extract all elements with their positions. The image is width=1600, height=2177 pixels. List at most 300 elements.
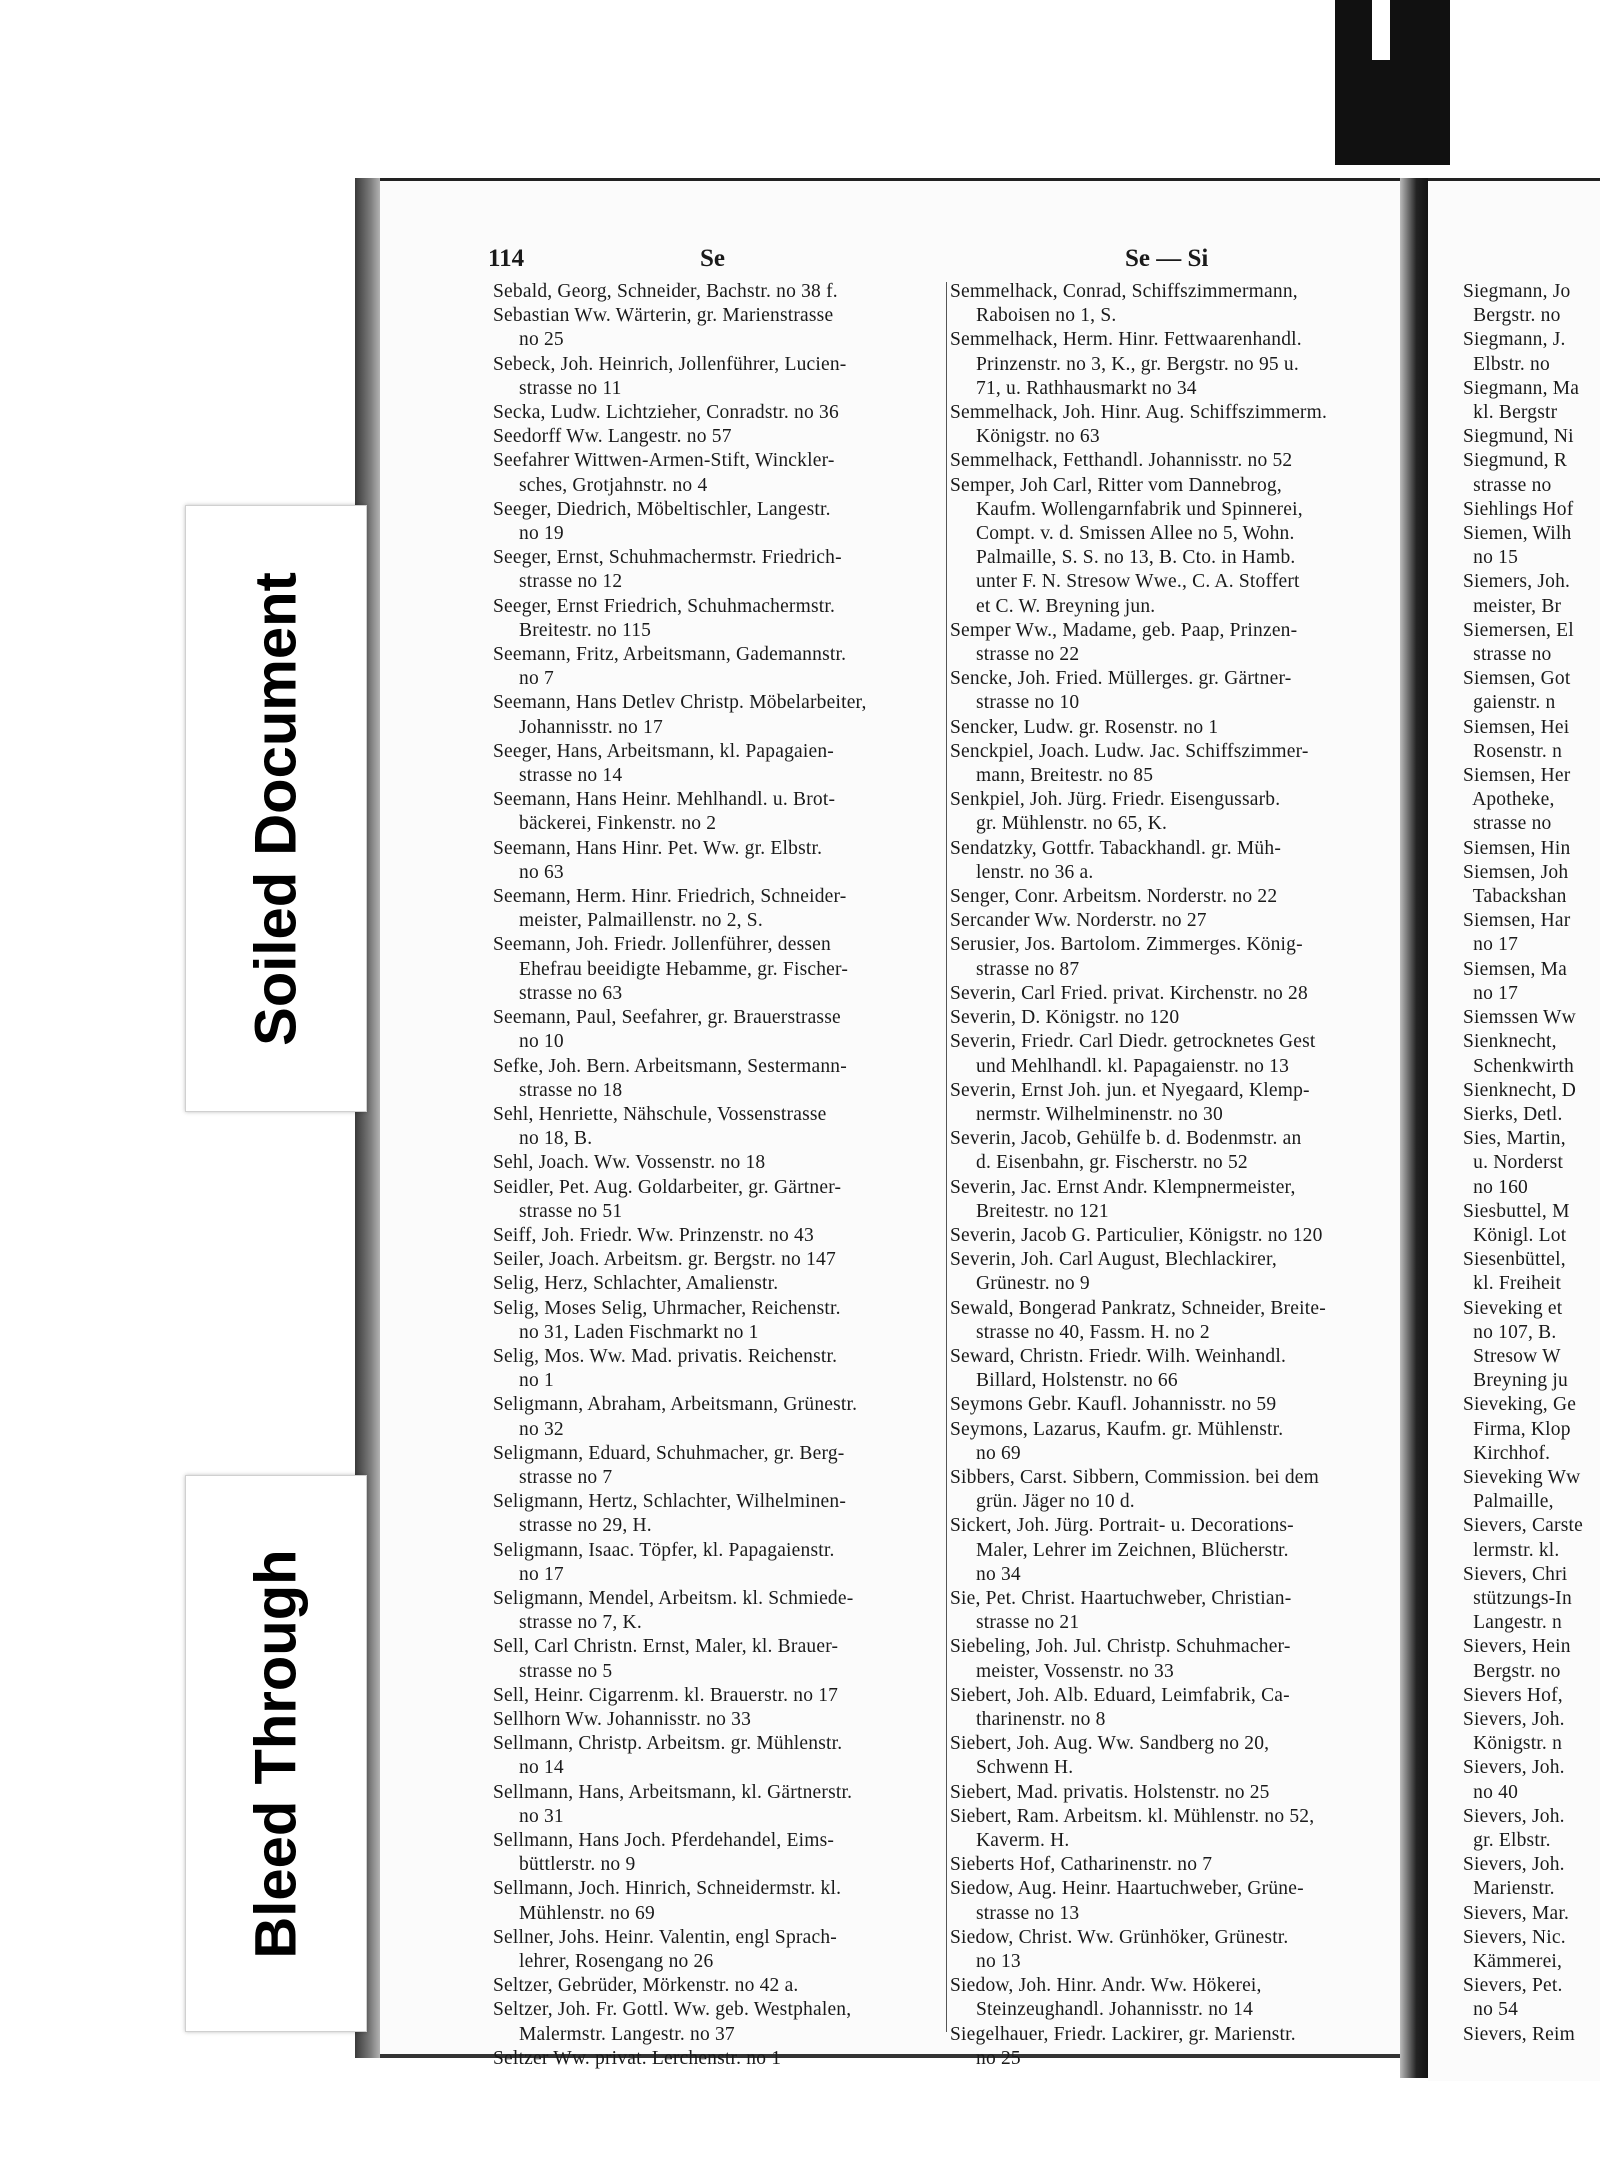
directory-entry xyxy=(493,1224,946,1248)
entry-continuation: Steinzeughandl. Johannisstr. no 14 xyxy=(976,1999,1254,2021)
book-gutter xyxy=(1400,178,1430,2078)
entry-line: Semmelhack, Joh. Hinr. Aug. Schiffszimmerm. xyxy=(950,402,1328,424)
directory-entry xyxy=(493,1297,946,1345)
facing-page-line: no 15 xyxy=(1463,547,1519,569)
entry-line: Seidler, Pet. Aug. Goldarbeiter, gr. Gärtner- xyxy=(493,1176,842,1198)
entry-line: Seiff, Joh. Friedr. Ww. Prinzenstr. no 43 xyxy=(493,1224,814,1246)
entry-continuation: no 7 xyxy=(519,668,554,690)
directory-entry xyxy=(950,1732,1400,1780)
facing-page-line: Rosenstr. n xyxy=(1463,740,1563,762)
directory-entry xyxy=(950,1006,1400,1030)
facing-page-line: Sievers, Joh. xyxy=(1463,1757,1565,1779)
directory-entry xyxy=(493,1055,946,1103)
directory-entry xyxy=(493,595,946,643)
entry-line: Sewald, Bongerad Pankratz, Schneider, Breite- xyxy=(950,1297,1326,1319)
directory-entry xyxy=(950,1079,1400,1127)
facing-page-line: Siemers, Joh. xyxy=(1463,571,1571,593)
directory-entry xyxy=(493,304,946,352)
entry-line: Siebeling, Joh. Jul. Christp. Schuhmacher- xyxy=(950,1636,1291,1658)
facing-page-line: Sievers, Carste xyxy=(1463,1515,1583,1537)
facing-page-line: Sievers Hof, xyxy=(1463,1684,1563,1706)
facing-page-line: strasse no xyxy=(1463,644,1552,666)
entry-line: Sendatzky, Gottfr. Tabackhandl. gr. Müh- xyxy=(950,837,1282,859)
entry-line: Selig, Mos. Ww. Mad. privatis. Reichenstr. xyxy=(493,1345,838,1367)
entry-continuation: Mühlenstr. no 69 xyxy=(519,1902,655,1924)
directory-entry xyxy=(493,1103,946,1151)
entry-continuation: mann, Breitestr. no 85 xyxy=(976,765,1154,787)
directory-entry xyxy=(950,1127,1400,1175)
left-column xyxy=(493,280,946,2071)
entry-continuation: strasse no 11 xyxy=(519,377,622,399)
entry-continuation: strasse no 63 xyxy=(519,982,623,1004)
entry-continuation: no 69 xyxy=(976,1442,1021,1464)
facing-page-line: Siemsen, Hei xyxy=(1463,716,1570,738)
directory-entry xyxy=(950,449,1400,473)
entry-line: Siegelhauer, Friedr. Lackirer, gr. Marienstr. xyxy=(950,2023,1296,2045)
facing-page-line: kl. Bergstr xyxy=(1463,402,1558,424)
entry-line: Seligmann, Eduard, Schuhmacher, gr. Berg- xyxy=(493,1442,845,1464)
entry-line: Seligmann, Abraham, Arbeitsmann, Grünestr. xyxy=(493,1394,858,1416)
entry-line: Severin, Joh. Carl August, Blechlackirer, xyxy=(950,1249,1277,1271)
facing-page-line: gaienstr. n xyxy=(1463,692,1556,714)
entry-line: Senkpiel, Joh. Jürg. Friedr. Eisengussarb. xyxy=(950,789,1281,811)
directory-entry xyxy=(493,1393,946,1441)
directory-entry xyxy=(493,1829,946,1877)
directory-entry xyxy=(950,1345,1400,1393)
directory-entry xyxy=(493,1708,946,1732)
entry-line: Sencke, Joh. Fried. Müllerges. gr. Gärtner- xyxy=(950,668,1292,690)
directory-entry xyxy=(950,619,1400,667)
page-number: 114 xyxy=(488,245,525,272)
directory-entry xyxy=(493,1539,946,1587)
facing-page-line: Siemssen Ww xyxy=(1463,1007,1576,1029)
entry-continuation: lenstr. no 36 a. xyxy=(976,861,1094,883)
facing-page-line: Siegmann, J. xyxy=(1463,329,1566,351)
entry-continuation: 71, u. Rathhausmarkt no 34 xyxy=(976,377,1197,399)
entry-continuation: grün. Jäger no 10 d. xyxy=(976,1491,1135,1513)
facing-page-line: Siegmann, Ma xyxy=(1463,377,1580,399)
entry-continuation: strasse no 29, H. xyxy=(519,1515,652,1537)
facing-page-line: no 17 xyxy=(1463,934,1519,956)
directory-entry xyxy=(493,1926,946,1974)
entry-continuation: Compt. v. d. Smissen Allee no 5, Wohn. xyxy=(976,523,1295,545)
entry-continuation: no 32 xyxy=(519,1418,564,1440)
directory-entry xyxy=(950,1781,1400,1805)
entry-line: Severin, Jacob G. Particulier, Königstr. no 120 xyxy=(950,1224,1323,1246)
directory-entry xyxy=(950,1635,1400,1683)
facing-page-line: gr. Elbstr. xyxy=(1463,1830,1551,1851)
facing-page-line: Stresow W xyxy=(1463,1345,1561,1367)
facing-page-line: Firma, Klop xyxy=(1463,1418,1571,1440)
facing-page-line: Sienknecht, xyxy=(1463,1031,1557,1053)
directory-entry xyxy=(950,716,1400,740)
entry-continuation: d. Eisenbahn, gr. Fischerstr. no 52 xyxy=(976,1152,1248,1174)
directory-entry xyxy=(950,1466,1400,1514)
facing-page-line: stützungs-In xyxy=(1463,1587,1572,1609)
entry-line: Siedow, Christ. Ww. Grünhöker, Grünestr. xyxy=(950,1926,1289,1948)
directory-entry xyxy=(950,1514,1400,1587)
entry-continuation: no 31 xyxy=(519,1805,564,1827)
directory-entry xyxy=(493,353,946,401)
facing-page-line: Sienknecht, D xyxy=(1463,1079,1577,1101)
entry-continuation: et C. W. Breyning jun. xyxy=(976,595,1156,617)
directory-entry xyxy=(950,328,1400,401)
entry-line: Sellmann, Hans, Arbeitsmann, kl. Gärtnerstr. xyxy=(493,1781,853,1803)
entry-continuation: no 13 xyxy=(976,1951,1021,1973)
entry-line: Seltzer, Gebrüder, Mörkenstr. no 42 a. xyxy=(493,1975,799,1997)
entry-line: Seeger, Ernst, Schuhmachermstr. Friedrich- xyxy=(493,547,842,569)
facing-page-line: Sieveking Ww xyxy=(1463,1466,1581,1488)
directory-entry xyxy=(493,449,946,497)
entry-line: Severin, Friedr. Carl Diedr. getrocknetes Gest xyxy=(950,1031,1316,1053)
entry-continuation: Maler, Lehrer im Zeichnen, Blücherstr. xyxy=(976,1539,1289,1561)
directory-entry xyxy=(950,740,1400,788)
entry-line: Siebert, Joh. Aug. Ww. Sandberg no 20, xyxy=(950,1733,1270,1755)
directory-entry xyxy=(493,1442,946,1490)
entry-continuation: no 63 xyxy=(519,861,564,883)
entry-line: Severin, Jacob, Gehülfe b. d. Bodenmstr. an xyxy=(950,1128,1302,1150)
binding-gap xyxy=(1372,0,1390,60)
column-rule xyxy=(946,282,947,2032)
directory-entry xyxy=(950,280,1400,328)
entry-line: Seeger, Ernst Friedrich, Schuhmachermstr. xyxy=(493,595,836,617)
facing-page-line: Sievers, Pet. xyxy=(1463,1975,1563,1997)
facing-page-line: Siemersen, El xyxy=(1463,619,1574,641)
entry-continuation: Palmaille, S. S. no 13, B. Cto. in Hamb. xyxy=(976,547,1296,569)
entry-continuation: Breitestr. no 115 xyxy=(519,619,652,641)
facing-page-line: Bergstr. no xyxy=(1463,305,1561,327)
directory-entry xyxy=(950,1224,1400,1248)
facing-page-line: kl. Freiheit xyxy=(1463,1273,1562,1295)
entry-continuation: Schwenn H. xyxy=(976,1757,1074,1779)
entry-line: Seedorff Ww. Langestr. no 57 xyxy=(493,426,732,448)
entry-line: Seymons Gebr. Kaufl. Johannisstr. no 59 xyxy=(950,1394,1277,1416)
entry-line: Seemann, Paul, Seefahrer, gr. Brauerstrasse xyxy=(493,1007,841,1029)
directory-entry xyxy=(493,1248,946,1272)
facing-page-line: Sievers, Nic. xyxy=(1463,1926,1566,1948)
entry-continuation: Breitestr. no 121 xyxy=(976,1200,1109,1222)
facing-page-line: Sieveking et xyxy=(1463,1297,1563,1319)
entry-line: Sefke, Joh. Bern. Arbeitsmann, Sestermann- xyxy=(493,1055,847,1077)
entry-line: Sehl, Henriette, Nähschule, Vossenstrasse xyxy=(493,1103,827,1125)
entry-continuation: no 14 xyxy=(519,1757,564,1779)
entry-line: Seefahrer Wittwen-Armen-Stift, Winckler- xyxy=(493,450,835,472)
entry-continuation: strasse no 22 xyxy=(976,644,1080,666)
facing-page-line: Siemsen, Har xyxy=(1463,910,1571,932)
facing-page-line: Sievers, Joh. xyxy=(1463,1854,1565,1876)
directory-entry xyxy=(493,1345,946,1393)
entry-continuation: unter F. N. Stresow Wwe., C. A. Stoffert xyxy=(976,571,1300,593)
entry-continuation: no 34 xyxy=(976,1563,1021,1585)
entry-continuation: nermstr. Wilhelminenstr. no 30 xyxy=(976,1103,1223,1125)
entry-line: Senckpiel, Joach. Ludw. Jac. Schiffszimmer- xyxy=(950,740,1309,762)
entry-continuation: strasse no 5 xyxy=(519,1660,613,1682)
entry-line: Semmelhack, Fetthandl. Johannisstr. no 52 xyxy=(950,450,1293,472)
directory-entry xyxy=(950,837,1400,885)
directory-entry xyxy=(950,1853,1400,1877)
facing-page-line: Palmaille, xyxy=(1463,1491,1554,1513)
entry-line: Sebald, Georg, Schneider, Bachstr. no 38 f. xyxy=(493,281,838,302)
entry-continuation: Königstr. no 63 xyxy=(976,426,1100,448)
directory-entry xyxy=(493,1732,946,1780)
entry-line: Secka, Ludw. Lichtzieher, Conradstr. no 36 xyxy=(493,402,839,424)
directory-entry xyxy=(950,788,1400,836)
entry-continuation: und Mehlhandl. kl. Papagaienstr. no 13 xyxy=(976,1055,1290,1077)
directory-entry xyxy=(950,401,1400,449)
directory-entry xyxy=(493,1781,946,1829)
directory-entry xyxy=(493,885,946,933)
entry-continuation: Johannisstr. no 17 xyxy=(519,716,663,738)
entry-line: Siebert, Joh. Alb. Eduard, Leimfabrik, Ca- xyxy=(950,1684,1290,1706)
entry-line: Sie, Pet. Christ. Haartuchweber, Christian- xyxy=(950,1587,1292,1609)
directory-entry xyxy=(950,1030,1400,1078)
entry-line: Severin, Ernst Joh. jun. et Nyegaard, Klemp- xyxy=(950,1079,1310,1101)
entry-line: Siebert, Ram. Arbeitsm. kl. Mühlenstr. no 52, xyxy=(950,1805,1315,1827)
directory-entry xyxy=(493,837,946,885)
facing-page-line: Kirchhof. xyxy=(1463,1442,1551,1464)
entry-continuation: meister, Palmaillenstr. no 2, S. xyxy=(519,910,763,932)
directory-entry xyxy=(493,1272,946,1296)
soiled-document-sticker xyxy=(185,505,367,1112)
facing-page-line: Siegmund, Ni xyxy=(1463,426,1574,448)
entry-continuation: lehrer, Rosengang no 26 xyxy=(519,1951,714,1973)
directory-entry xyxy=(493,1635,946,1683)
right-column xyxy=(950,280,1400,2071)
facing-page-line: Schenkwirth xyxy=(1463,1055,1574,1077)
facing-page-line: Marienstr. xyxy=(1463,1878,1555,1900)
directory-entry xyxy=(493,740,946,788)
entry-line: Seemann, Hans Detlev Christp. Möbelarbeiter, xyxy=(493,692,867,714)
facing-page-line: strasse no xyxy=(1463,813,1552,835)
directory-entry xyxy=(950,1418,1400,1466)
directory-entry xyxy=(950,1805,1400,1853)
facing-page-line: Siemsen, Ma xyxy=(1463,958,1568,980)
facing-page-line: Siemsen, Joh xyxy=(1463,861,1569,883)
facing-page-line: Langestr. n xyxy=(1463,1612,1562,1634)
entry-line: Sellner, Johs. Heinr. Valentin, engl Sprach- xyxy=(493,1926,837,1948)
entry-continuation: no 31, Laden Fischmarkt no 1 xyxy=(519,1321,759,1343)
directory-entry xyxy=(493,1490,946,1538)
entry-line: Seymons, Lazarus, Kaufm. gr. Mühlenstr. xyxy=(950,1418,1284,1440)
entry-line: Sibbers, Carst. Sibbern, Commission. bei dem xyxy=(950,1466,1319,1488)
directory-entry xyxy=(950,1974,1400,2022)
facing-page-line: Siesenbüttel, xyxy=(1463,1249,1566,1271)
entry-line: Seeger, Diedrich, Möbeltischler, Langestr. xyxy=(493,498,831,520)
entry-line: Senger, Conr. Arbeitsm. Norderstr. no 22 xyxy=(950,886,1278,908)
entry-continuation: Prinzenstr. no 3, K., gr. Bergstr. no 95 u. xyxy=(976,353,1299,375)
entry-line: Siedow, Joh. Hinr. Andr. Ww. Hökerei, xyxy=(950,1975,1262,1997)
entry-line: Seiler, Joach. Arbeitsm. gr. Bergstr. no 147 xyxy=(493,1249,836,1271)
facing-page-column xyxy=(1463,280,1600,2047)
directory-entry xyxy=(950,1248,1400,1296)
entry-line: Sebastian Ww. Wärterin, gr. Marienstrasse xyxy=(493,305,834,327)
facing-page-line: Bergstr. no xyxy=(1463,1660,1561,1682)
entry-line: Sercander Ww. Norderstr. no 27 xyxy=(950,910,1207,932)
facing-page-line: Siesbuttel, M xyxy=(1463,1200,1570,1222)
entry-continuation: Billard, Holstenstr. no 66 xyxy=(976,1370,1178,1392)
entry-line: Seemann, Herm. Hinr. Friedrich, Schneider- xyxy=(493,886,847,908)
directory-entry xyxy=(493,498,946,546)
facing-page-line: u. Norderst xyxy=(1463,1152,1564,1174)
entry-continuation: Malermstr. Langestr. no 37 xyxy=(519,2023,735,2045)
facing-page-line: Elbstr. no xyxy=(1463,353,1550,375)
entry-line: Severin, Carl Fried. privat. Kirchenstr. no 28 xyxy=(950,982,1308,1004)
directory-entry xyxy=(950,1297,1400,1345)
entry-continuation: strasse no 40, Fassm. H. no 2 xyxy=(976,1321,1210,1343)
entry-line: Sellmann, Christp. Arbeitsm. gr. Mühlenstr. xyxy=(493,1733,843,1755)
entry-continuation: strasse no 7, K. xyxy=(519,1612,642,1634)
entry-continuation: Kaverm. H. xyxy=(976,1830,1070,1851)
directory-entry xyxy=(493,546,946,594)
entry-line: Seligmann, Hertz, Schlachter, Wilhelminen- xyxy=(493,1491,847,1513)
entry-continuation: no 19 xyxy=(519,523,564,545)
entry-continuation: strasse no 21 xyxy=(976,1612,1080,1634)
directory-entry xyxy=(950,2023,1400,2071)
entry-line: Seemann, Hans Hinr. Pet. Ww. gr. Elbstr. xyxy=(493,837,823,859)
facing-page-line: Siemsen, Her xyxy=(1463,765,1571,787)
directory-entry xyxy=(950,1684,1400,1732)
entry-continuation: strasse no 14 xyxy=(519,765,623,787)
directory-entry xyxy=(493,401,946,425)
entry-line: Seltzer Ww. privat. Lerchenstr. no 1 xyxy=(493,2047,782,2069)
directory-entry xyxy=(493,933,946,1006)
entry-continuation: no 25 xyxy=(519,329,564,351)
facing-page-line: Sievers, Reim xyxy=(1463,2023,1576,2045)
directory-entry xyxy=(493,643,946,691)
entry-line: Semmelhack, Herm. Hinr. Fettwaarenhandl. xyxy=(950,329,1302,351)
directory-entry xyxy=(493,1877,946,1925)
facing-page-line: Sievers, Chri xyxy=(1463,1563,1568,1585)
directory-entry xyxy=(493,1587,946,1635)
entry-continuation: strasse no 7 xyxy=(519,1466,613,1488)
directory-entry xyxy=(493,280,946,304)
facing-page-line: Apotheke, xyxy=(1463,789,1555,811)
facing-page-line: Kämmerei, xyxy=(1463,1951,1563,1973)
directory-entry xyxy=(493,1974,946,1998)
facing-page-line: no 107, B. xyxy=(1463,1321,1557,1343)
entry-continuation: strasse no 87 xyxy=(976,958,1080,980)
entry-continuation: tharinenstr. no 8 xyxy=(976,1708,1106,1730)
entry-line: Siebert, Mad. privatis. Holstenstr. no 25 xyxy=(950,1781,1270,1803)
entry-continuation: no 18, B. xyxy=(519,1128,593,1150)
facing-page-line: no 17 xyxy=(1463,982,1519,1004)
directory-entry xyxy=(950,1393,1400,1417)
facing-page-line: Siemsen, Got xyxy=(1463,668,1571,690)
right-running-head: Se — Si xyxy=(1125,245,1209,272)
entry-line: Severin, D. Königstr. no 120 xyxy=(950,1007,1180,1029)
bleed-through-sticker xyxy=(185,1475,367,2032)
facing-page-line: Sieveking, Ge xyxy=(1463,1394,1577,1416)
entry-line: Selig, Moses Selig, Uhrmacher, Reichenstr. xyxy=(493,1297,841,1319)
directory-entry xyxy=(493,1151,946,1175)
entry-continuation: strasse no 51 xyxy=(519,1200,623,1222)
entry-line: Seltzer, Joh. Fr. Gottl. Ww. geb. Westphalen, xyxy=(493,1999,852,2021)
entry-line: Siedow, Aug. Heinr. Haartuchweber, Grüne- xyxy=(950,1878,1304,1900)
entry-line: Seeger, Hans, Arbeitsmann, kl. Papagaien- xyxy=(493,740,834,762)
facing-page-line: lermstr. kl. xyxy=(1463,1539,1560,1561)
soiled-document-label: Soiled Document xyxy=(243,571,309,1046)
entry-line: Semmelhack, Conrad, Schiffszimmermann, xyxy=(950,281,1298,302)
directory-entry xyxy=(950,1587,1400,1635)
directory-entry xyxy=(493,788,946,836)
entry-continuation: no 17 xyxy=(519,1563,564,1585)
directory-entry xyxy=(493,1998,946,2046)
entry-continuation: sches, Grotjahnstr. no 4 xyxy=(519,474,708,496)
entry-line: Sell, Heinr. Cigarrenm. kl. Brauerstr. no 17 xyxy=(493,1684,839,1706)
entry-continuation: no 10 xyxy=(519,1031,564,1053)
directory-entry xyxy=(493,425,946,449)
entry-line: Sickert, Joh. Jürg. Portrait- u. Decorations- xyxy=(950,1515,1294,1537)
facing-page-line: Sievers, Hein xyxy=(1463,1636,1571,1658)
directory-entry xyxy=(950,885,1400,909)
entry-line: Sehl, Joach. Ww. Vossenstr. no 18 xyxy=(493,1152,766,1174)
entry-continuation: no 25 xyxy=(976,2047,1021,2069)
binding-strip xyxy=(1335,0,1450,165)
directory-entry xyxy=(493,1006,946,1054)
directory-entry xyxy=(950,474,1400,619)
facing-page-line: Sievers, Joh. xyxy=(1463,1805,1565,1827)
entry-line: Semper, Joh Carl, Ritter vom Dannebrog, xyxy=(950,474,1282,496)
entry-line: Sell, Carl Christn. Ernst, Maler, kl. Brauer- xyxy=(493,1636,839,1658)
entry-line: Semper Ww., Madame, geb. Paap, Prinzen- xyxy=(950,619,1298,641)
entry-line: Sellmann, Hans Joch. Pferdehandel, Eims- xyxy=(493,1830,835,1851)
entry-continuation: büttlerstr. no 9 xyxy=(519,1854,636,1876)
facing-page-line: strasse no xyxy=(1463,474,1552,496)
directory-entry xyxy=(950,1877,1400,1925)
facing-page-line: Siegmann, Jo xyxy=(1463,281,1571,302)
entry-line: Seligmann, Isaac. Töpfer, kl. Papagaienstr. xyxy=(493,1539,835,1561)
facing-page-line: no 160 xyxy=(1463,1176,1528,1198)
directory-entry xyxy=(950,909,1400,933)
entry-continuation: strasse no 12 xyxy=(519,571,623,593)
facing-page-line: Tabackshan xyxy=(1463,886,1567,908)
facing-page-line: Sievers, Joh. xyxy=(1463,1708,1565,1730)
entry-line: Sencker, Ludw. gr. Rosenstr. no 1 xyxy=(950,716,1219,738)
directory-entry xyxy=(493,1176,946,1224)
facing-page-line: Sievers, Mar. xyxy=(1463,1902,1570,1924)
bleed-through-label: Bleed Through xyxy=(243,1548,309,1959)
entry-continuation: gr. Mühlenstr. no 65, K. xyxy=(976,813,1168,835)
entry-continuation: strasse no 13 xyxy=(976,1902,1080,1924)
entry-continuation: Kaufm. Wollengarnfabrik und Spinnerei, xyxy=(976,498,1303,520)
entry-continuation: meister, Vossenstr. no 33 xyxy=(976,1660,1174,1682)
facing-page-line: Siemen, Wilh xyxy=(1463,523,1572,545)
facing-page-line: no 54 xyxy=(1463,1999,1519,2021)
entry-continuation: bäckerei, Finkenstr. no 2 xyxy=(519,813,717,835)
entry-line: Seemann, Hans Heinr. Mehlhandl. u. Brot- xyxy=(493,789,836,811)
entry-continuation: Ehefrau beeidigte Hebamme, gr. Fischer- xyxy=(519,958,849,980)
entry-line: Seemann, Fritz, Arbeitsmann, Gademannstr. xyxy=(493,644,847,666)
entry-line: Seward, Christn. Friedr. Wilh. Weinhandl. xyxy=(950,1345,1287,1367)
facing-page-line: meister, Br xyxy=(1463,595,1562,617)
entry-continuation: strasse no 18 xyxy=(519,1079,623,1101)
directory-entry xyxy=(950,982,1400,1006)
entry-continuation: Grünestr. no 9 xyxy=(976,1273,1090,1295)
entry-line: Selig, Herz, Schlachter, Amalienstr. xyxy=(493,1273,779,1295)
directory-entry xyxy=(950,1176,1400,1224)
entry-continuation: Raboisen no 1, S. xyxy=(976,305,1117,327)
directory-entry xyxy=(493,1684,946,1708)
facing-page-line: Siemsen, Hin xyxy=(1463,837,1571,859)
entry-continuation: strasse no 10 xyxy=(976,692,1080,714)
directory-entry xyxy=(493,2047,946,2071)
facing-page-line: Sierks, Detl. xyxy=(1463,1103,1563,1125)
directory-entry xyxy=(493,691,946,739)
entry-line: Seligmann, Mendel, Arbeitsm. kl. Schmiede- xyxy=(493,1587,854,1609)
facing-page-line: Königstr. n xyxy=(1463,1733,1563,1755)
facing-page-line: Siegmund, R xyxy=(1463,450,1568,472)
entry-line: Seemann, Joh. Friedr. Jollenführer, dessen xyxy=(493,934,831,956)
